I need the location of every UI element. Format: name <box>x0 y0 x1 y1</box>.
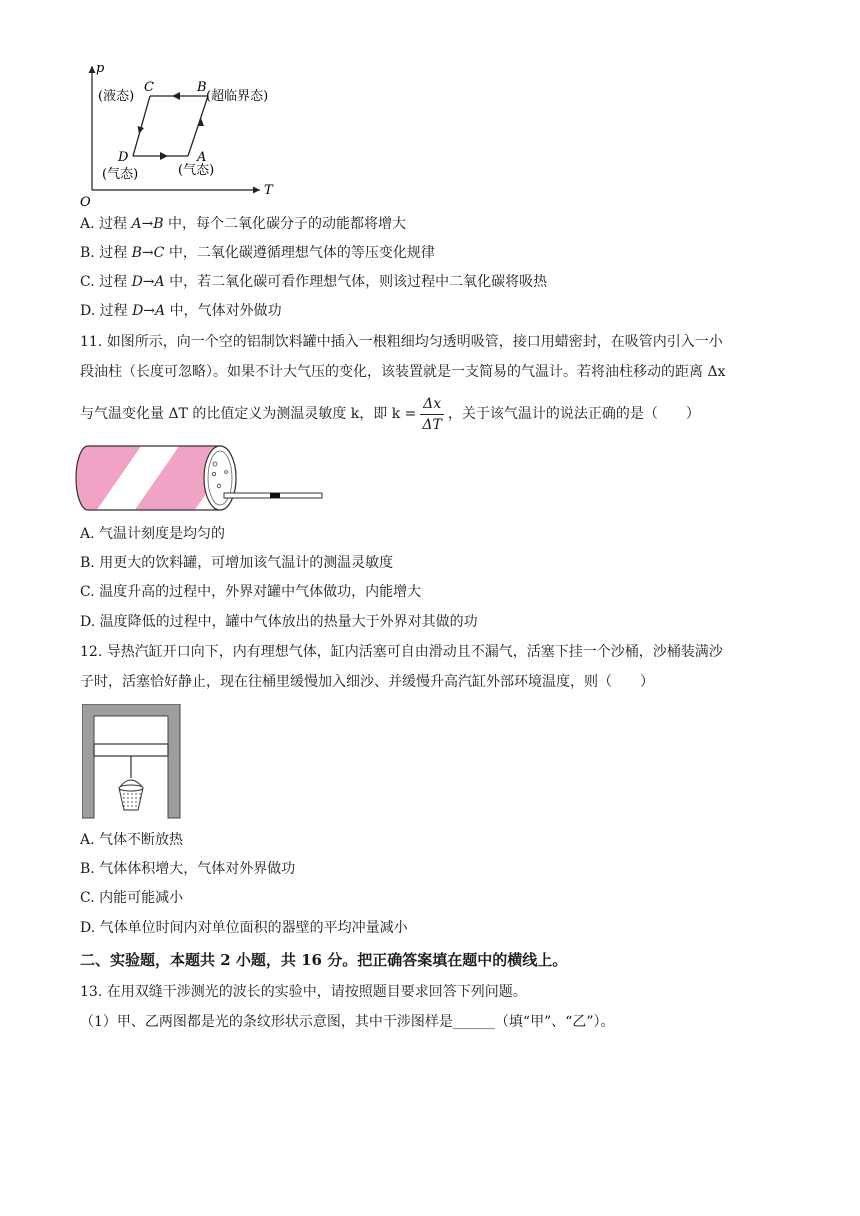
oil-column <box>270 493 280 498</box>
sensitivity-fraction: $\frac{\Delta x}{\Delta T}$ <box>422 395 442 433</box>
q11-option-d: D. 温度降低的过程中，罐中气体放出的热量大于外界对其做的功 <box>80 614 478 630</box>
q11-line-2: 段油柱（长度可忽略）。如果不计大气压的变化，该装置就是一支简易的气温计。若将油柱移动的距离 Δx <box>80 364 726 380</box>
state-supercritical: (超临界态) <box>206 89 269 104</box>
label-a: A <box>197 150 207 165</box>
state-liquid: (液态) <box>98 89 135 104</box>
q12-option-a: A. 气体不断放热 <box>80 832 184 848</box>
q10-option-c: C. 过程 D→A 中，若二氧化碳可看作理想气体，则该过程中二氧化碳将吸热 <box>80 274 548 290</box>
can-lid <box>204 446 236 510</box>
q10-option-d: D. 过程 D→A 中，气体对外做功 <box>80 303 282 319</box>
label-origin: O <box>80 195 91 210</box>
arrow-d-a <box>160 152 168 160</box>
section-heading: 二、实验题，本题共 2 小题，共 16 分。把正确答案填在题中的横线上。 <box>80 951 568 969</box>
state-gas-a: (气态) <box>178 163 215 178</box>
piston <box>94 744 168 756</box>
q12-line-1: 12. 导热汽缸开口向下，内有理想气体，缸内活塞可自由滑动且不漏气，活塞下挂一个沙桶，沙桶装满沙 <box>80 644 723 660</box>
label-c: C <box>144 80 154 95</box>
can-thermometer-figure <box>74 442 326 514</box>
q11-option-c: C. 温度升高的过程中，外界对罐中气体做功，内能增大 <box>80 584 422 600</box>
arrow-c-d <box>138 126 145 134</box>
q13-line-1: 13. 在用双缝干涉测光的波长的实验中，请按照题目要求回答下列问题。 <box>80 984 527 1000</box>
q11-option-a: A. 气温计刻度是均匀的 <box>80 526 226 542</box>
arrow-b-c <box>172 92 180 100</box>
state-gas-d: (气态) <box>102 167 139 182</box>
label-b: B <box>197 80 207 95</box>
q11-option-b: B. 用更大的饮料罐，可增加该气温计的测温灵敏度 <box>80 555 394 571</box>
q12-option-d: D. 气体单位时间内对单位面积的器壁的平均冲量减小 <box>80 920 408 936</box>
label-d: D <box>118 150 129 165</box>
cylinder-bucket-figure <box>82 704 182 820</box>
q10-option-a: A. 过程 A→B 中，每个二氧化碳分子的动能都将增大 <box>80 216 407 232</box>
label-t: T <box>264 183 273 198</box>
label-p: p <box>96 61 105 76</box>
q11-line-3: 与气温变化量 ΔT 的比值定义为测温灵敏度 k，即 k = $\frac{\Delta x}{\Delta T}$ ，关于该气温计的说法正确的是（ ） <box>80 395 700 433</box>
pt-diagram <box>78 60 288 210</box>
q13-sub-1: （1）甲、乙两图都是光的条纹形状示意图，其中干涉图样是______（填“甲”、“乙”）。 <box>80 1014 615 1030</box>
q11-line-1: 11. 如图所示，向一个空的铝制饮料罐中插入一根粗细均匀透明吸管，接口用蜡密封，在吸管内引入一小 <box>80 334 723 350</box>
q12-option-b: B. 气体体积增大，气体对外界做功 <box>80 861 296 877</box>
q12-line-2: 子时，活塞恰好静止，现在往桶里缓慢加入细沙、并缓慢升高汽缸外部环境温度，则（ ） <box>80 674 654 690</box>
q10-option-b: B. 过程 B→C 中，二氧化碳遵循理想气体的等压变化规律 <box>80 245 435 261</box>
q12-option-c: C. 内能可能减小 <box>80 890 184 906</box>
path-c-d <box>133 96 150 156</box>
